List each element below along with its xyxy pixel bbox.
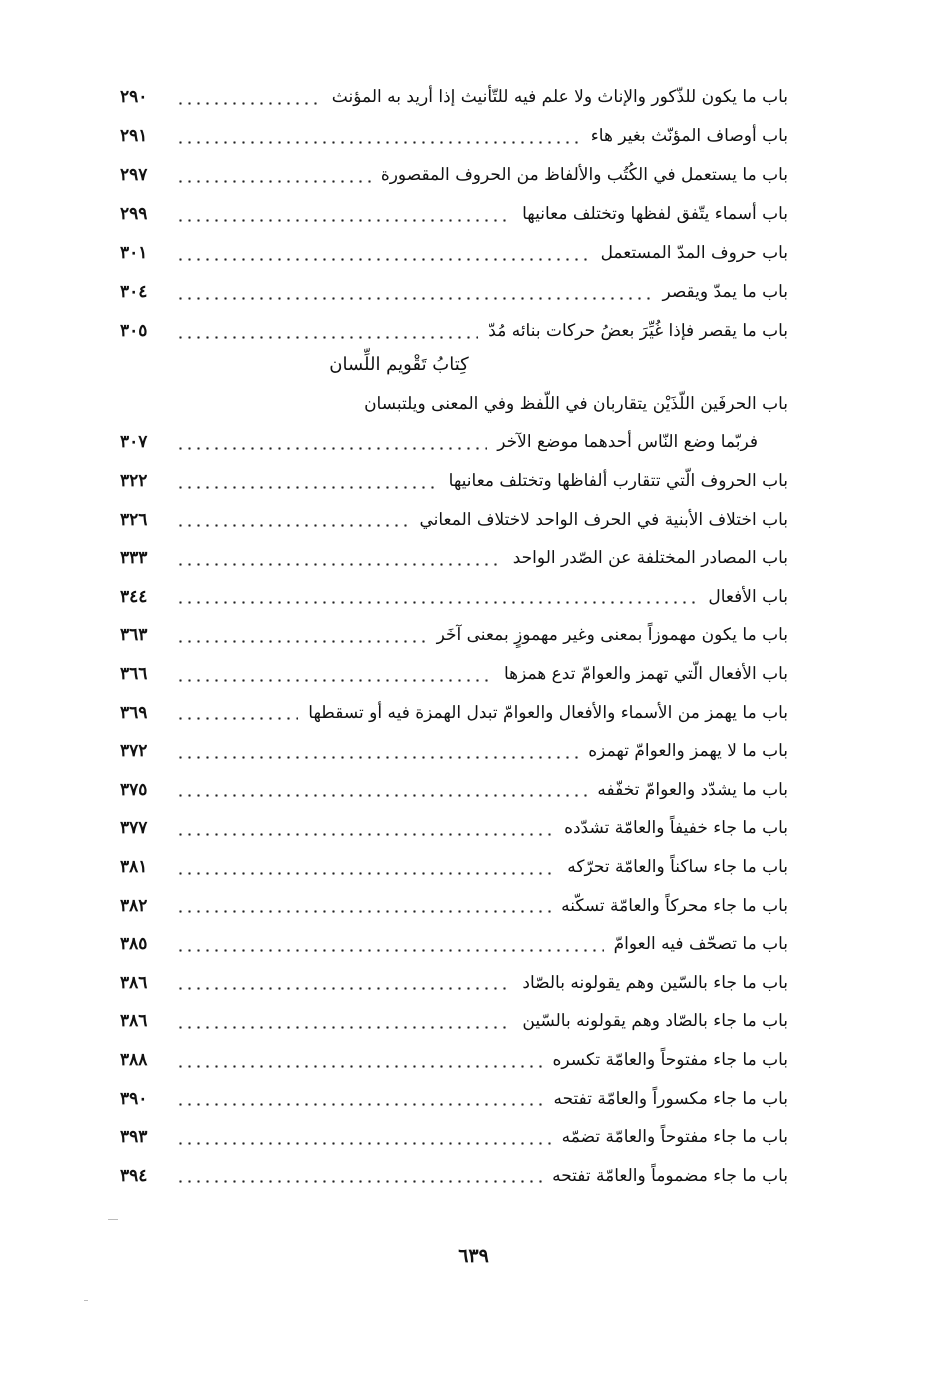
toc-entry — [120, 775, 788, 805]
toc-entry — [120, 199, 788, 229]
toc-entry-title: باب ما جاء مكسوراً والعامّة تفتحه — [553, 1088, 788, 1109]
toc-entry — [120, 1045, 788, 1075]
toc-entry-title: باب ما جاء مضموماً والعامّة تفتحه — [552, 1165, 788, 1186]
toc-entry-title: باب ما يهمز من الأسماء والأفعال والعوامّ تبدل الهمزة فيه أو تسقطها — [308, 702, 788, 723]
toc-entry — [120, 659, 788, 689]
toc-entry-title: باب ما جاء ساكناً والعامّة تحرّكه — [567, 857, 788, 877]
dot-leader — [176, 219, 512, 222]
toc-entry-title: باب ما يكون للذّكور والإناث ولا علم فيه للتّأنيث إذا أريد به المؤنث — [331, 87, 788, 107]
dot-leader — [176, 486, 439, 489]
dot-leader — [176, 447, 487, 450]
toc-entry-title: باب الأفعال — [708, 586, 788, 607]
toc-entry — [120, 160, 788, 190]
toc-entry — [120, 316, 788, 346]
dot-leader — [176, 102, 322, 105]
toc-entry-page: ٣٨٥ — [120, 934, 148, 955]
dot-leader — [176, 949, 604, 952]
dot-leader — [176, 640, 427, 643]
toc-entry-title: باب اختلاف الأبنية في الحرف الواحد لاختلاف المعاني — [419, 509, 788, 530]
toc-entry-page: ٣٨٦ — [120, 1011, 148, 1032]
dot-leader — [176, 1103, 543, 1106]
page-number: ٦٣٩ — [458, 1245, 489, 1267]
toc-entry-title: باب ما يستعمل في الكُتُب والألفاظ من الحروف المقصورة — [380, 165, 788, 185]
toc-entry-page: ٣٨٦ — [120, 972, 148, 993]
toc-entry-title: باب ما جاء خفيفاً والعامّة تشدّده — [564, 818, 788, 839]
margin-mark — [84, 1300, 88, 1301]
toc-entry-page: ٣٦٣ — [120, 625, 148, 646]
toc-entry-page: ٣٦٩ — [120, 702, 148, 723]
toc-entry — [120, 1122, 788, 1152]
toc-entry-title: باب ما يشدّد والعوامّ تخفّفه — [597, 779, 788, 800]
dot-leader — [176, 1065, 543, 1068]
toc-entry-title: باب ما لا يهمز والعوامّ تهمزه — [588, 741, 788, 762]
toc-entry-title: باب أوصاف المؤنّث بغير هاء — [590, 126, 788, 146]
dot-leader — [176, 833, 554, 836]
toc-entry — [120, 813, 788, 843]
toc-entry — [120, 582, 788, 612]
toc-entry-page: ٢٩١ — [120, 126, 148, 146]
toc-entry-title: باب ما جاء محركاً والعامّة تسكّنه — [561, 895, 788, 916]
toc-entry-page: ٢٩٩ — [120, 204, 148, 224]
dot-leader — [176, 1180, 542, 1183]
toc-entry — [120, 1006, 788, 1036]
toc-entry-title: باب ما جاء مفتوحاً والعامّة تضمّه — [561, 1127, 788, 1148]
toc-entry-page: ٣٢٢ — [120, 471, 148, 491]
toc-entry-title: باب ما جاء بالصّاد وهم يقولونه بالسّين — [522, 1011, 788, 1032]
toc-entry — [120, 121, 788, 151]
dot-leader — [176, 1026, 512, 1029]
margin-mark — [108, 1219, 118, 1220]
toc-entry-title: باب الحرفَين اللّذَيْن يتقاربان في اللّفظ وفي المعنى ويلتبسان — [364, 394, 788, 414]
section-heading: كِتابُ تَقْويم اللِّسان — [329, 354, 469, 375]
toc-entry-intro — [120, 389, 788, 419]
toc-entry-page: ٣٩٠ — [120, 1088, 148, 1109]
dot-leader — [176, 910, 551, 913]
toc-entry — [120, 238, 788, 268]
toc-entry-page: ٣٠١ — [120, 243, 148, 263]
toc-entry — [120, 929, 788, 959]
toc-entry-title: باب المصادر المختلفة عن الصّدر الواحد — [512, 548, 788, 569]
toc-entry-page: ٣٨٢ — [120, 895, 148, 916]
toc-entry-title: باب ما يقصر فإذا غُيِّرَ بعضُ حركات بنائه مُدّ — [488, 321, 788, 341]
toc-entry-title: باب أسماء يتّفق لفظها وتختلف معانيها — [522, 204, 788, 224]
toc-entry-title: باب الحروف الّتي تتقارب ألفاظها وتختلف معانيها — [448, 471, 788, 491]
toc-entry — [120, 891, 788, 921]
toc-entry — [120, 1084, 788, 1114]
dot-leader — [176, 258, 591, 261]
toc-entry-title: باب ما يمدّ ويقصر — [662, 282, 788, 302]
dot-leader — [176, 336, 478, 339]
toc-entry-page: ٣٢٦ — [120, 509, 148, 530]
dot-leader — [176, 679, 494, 682]
toc-entry — [120, 852, 788, 882]
toc-entry-page: ٣٤٤ — [120, 586, 148, 607]
dot-leader — [176, 524, 409, 527]
toc-entry-page: ٣٠٤ — [120, 282, 148, 302]
toc-entry — [120, 620, 788, 650]
toc-entry — [120, 466, 788, 496]
dot-leader — [176, 297, 652, 300]
dot-leader — [176, 563, 503, 566]
toc-entry-page: ٣٩٣ — [120, 1127, 148, 1148]
toc-entry-title: فربّما وضع النّاس أحدهما موضع الآخر — [497, 432, 758, 452]
toc-entry — [120, 736, 788, 766]
toc-entry — [120, 277, 788, 307]
dot-leader — [176, 1142, 552, 1145]
dot-leader — [176, 794, 587, 797]
toc-entry — [120, 698, 788, 728]
toc-entry-page: ٣٠٧ — [120, 432, 148, 452]
toc-entry — [120, 505, 788, 535]
toc-entry — [120, 82, 788, 112]
dot-leader — [176, 756, 578, 759]
toc-entry-title: باب حروف المدّ المستعمل — [600, 243, 788, 263]
toc-entry-page: ٢٩٧ — [120, 165, 148, 185]
toc-entry-title: باب ما جاء مفتوحاً والعامّة تكسره — [552, 1050, 788, 1070]
toc-entry-title: باب الأفعال الّتي تهمز والعوامّ تدع همزها — [503, 664, 788, 684]
toc-entry-page: ٣٩٤ — [120, 1165, 148, 1186]
dot-leader — [176, 601, 698, 604]
dot-leader — [176, 180, 371, 183]
toc-entry-page: ٢٩٠ — [120, 87, 148, 107]
toc-entry-page: ٣٣٣ — [120, 548, 148, 569]
toc-entry-title: باب ما تصحّف فيه العوامّ — [613, 934, 788, 955]
toc-entry-page: ٣٨١ — [120, 857, 148, 877]
toc-entry — [120, 968, 788, 998]
toc-entry-page: ٣٦٦ — [120, 664, 148, 684]
dot-leader — [176, 717, 298, 720]
toc-entry — [120, 543, 788, 573]
toc-entry-page: ٣٧٥ — [120, 779, 148, 800]
toc-entry-page: ٣٧٢ — [120, 741, 148, 762]
dot-leader — [176, 141, 581, 144]
toc-entry — [120, 1161, 788, 1191]
dot-leader — [176, 987, 512, 990]
toc-entry-page: ٣٨٨ — [120, 1050, 148, 1070]
toc-entry-title: باب ما جاء بالسّين وهم يقولونه بالصّاد — [522, 972, 788, 993]
toc-entry-title: باب ما يكون مهموزاً بمعنى وغير مهموزٍ بمعنى آخَر — [436, 625, 788, 646]
toc-entry-continuation — [120, 427, 788, 457]
toc-entry-page: ٣٧٧ — [120, 818, 148, 839]
dot-leader — [176, 872, 557, 875]
toc-entry-page: ٣٠٥ — [120, 321, 148, 341]
